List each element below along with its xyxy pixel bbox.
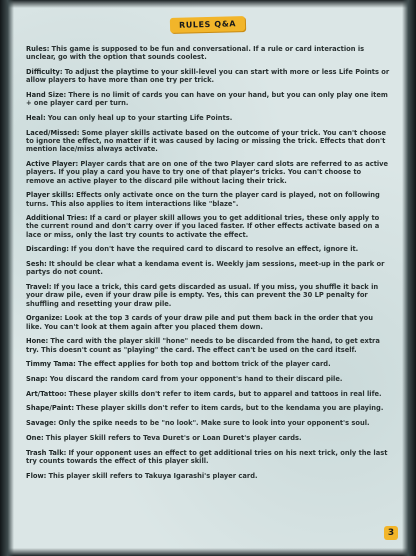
rule-entry: [26, 375, 390, 383]
rule-text: Some player skills activate based on the outcome of your trick. You can't choose to ignore the effect, no matter if it was caused by lacing or missing the trick. Effects that don't mention lace/miss always activate.: [26, 128, 386, 154]
rule-entry: [26, 434, 390, 442]
rule-entry: [26, 191, 390, 208]
rule-entry: [26, 260, 390, 277]
rule-text: To adjust the playtime to your skill-level you can start with more or less Life Points or allow players to have more than one try per trick.: [26, 67, 390, 85]
rule-text: Effects only activate once on the turn the player card is played, not on following turns. This also applies to item interactions like "blaze".: [26, 191, 380, 208]
rule-text: If you don't have the required card to discard to resolve an effect, ignore it.: [71, 245, 359, 254]
rule-label: Hand Size:: [26, 90, 67, 99]
rule-text: You can only heal up to your starting Life Points.: [47, 113, 233, 122]
page-edge-left: [0, 0, 14, 556]
rule-entry: [26, 314, 390, 331]
rule-label: Heal:: [26, 113, 46, 122]
rule-text: This player Skill refers to Teva Duret's or Loan Duret's player cards.: [45, 433, 302, 442]
rule-entry: [26, 68, 390, 85]
rule-entry: [26, 214, 390, 239]
rule-entry: [26, 45, 390, 62]
rule-entry: [26, 114, 390, 122]
rule-entry: [26, 283, 390, 308]
rule-label: Rules:: [26, 45, 50, 53]
rule-label: Discarding:: [26, 245, 69, 254]
rule-text: The effect applies for both top and bottom trick of the player card.: [78, 360, 331, 369]
rules-list: [26, 45, 390, 486]
rule-entry: [26, 245, 390, 253]
page-edge-top: [0, 0, 416, 8]
title-banner: [0, 12, 416, 32]
rule-label: Hone:: [26, 337, 49, 346]
rule-entry: [26, 337, 390, 354]
rule-label: Travel:: [26, 283, 52, 292]
page-edge-bottom: [0, 548, 416, 556]
rule-text: This player skill refers to Takuya Igarashi's player card.: [48, 471, 258, 480]
rule-label: Snap:: [26, 375, 48, 384]
rule-entry: [26, 160, 390, 185]
page-title: RULES Q&A: [170, 16, 246, 33]
rule-text: If a card or player skill allows you to get additional tries, these only apply to the current round and don't carry over if you laced faster. If other effects activate based on a lace or miss, only the last try counts to activate the effect.: [26, 214, 380, 239]
rule-text: These player skills don't refer to item cards, but to the kendama you are playing.: [76, 404, 384, 413]
rule-label: Trash Talk:: [26, 448, 67, 457]
rule-label: Shape/Paint:: [26, 404, 75, 413]
rule-label: Additional Tries:: [26, 214, 88, 223]
rule-text: There is no limit of cards you can have on your hand, but you can only play one item + one player card per turn.: [26, 90, 388, 108]
rule-text: Look at the top 3 cards of your draw pile and put them back in the order that you like. You can't look at them again after you placed them down.: [26, 314, 373, 331]
rule-label: Organize:: [26, 314, 63, 323]
rule-label: Laced/Missed:: [26, 128, 80, 137]
rule-entry: [26, 360, 390, 368]
rule-text: If you lace a trick, this card gets discarded as usual. If you miss, you shuffle it back in your draw pile, even if your draw pile is empty. Yes, this can prevent the 30 LP penalty for shuffling and resetting your draw pile.: [26, 283, 379, 308]
rule-label: Player skills:: [26, 191, 74, 200]
rule-entry: [26, 449, 390, 466]
rule-text: You discard the random card from your opponent's hand to their discard pile.: [49, 375, 343, 384]
rule-label: One:: [26, 433, 44, 442]
rule-text: This game is supposed to be fun and conversational. If a rule or card interaction is unclear, go with the option that sounds coolest.: [26, 45, 365, 62]
rule-text: It should be clear what a kendama event is. Weekly jam sessions, meet-up in the park or partys do not count.: [26, 260, 385, 277]
rule-label: Difficulty:: [26, 67, 63, 76]
rule-label: Flow:: [26, 471, 47, 480]
rule-label: Savage:: [26, 419, 57, 428]
rule-label: Art/Tattoo:: [26, 389, 67, 398]
rule-text: Player cards that are on one of the two Player card slots are referred to as active players. If you play a card you have to try one of that player's tricks. You can't choose to remove an active player to the discard pile without lacing their trick.: [26, 159, 389, 185]
rule-label: Timmy Tama:: [26, 360, 76, 369]
rule-text: If your opponent uses an effect to get additional tries on his next trick, only the last try counts towards the effect of this player skill.: [26, 448, 388, 465]
rule-text: These player skills don't refer to item cards, but to apparel and tattoos in real life.: [68, 389, 382, 398]
rule-entry: [26, 419, 390, 427]
rule-label: Active Player:: [26, 159, 79, 168]
rule-entry: [26, 91, 390, 108]
rule-entry: [26, 129, 390, 154]
page-edge-right: [402, 0, 416, 556]
rule-entry: [26, 472, 390, 480]
rule-label: Sesh:: [26, 260, 47, 269]
rule-text: Only the spike needs to be "no look". Make sure to look into your opponent's soul.: [58, 419, 370, 428]
page-number: 3: [384, 526, 398, 540]
rule-text: The card with the player skill "hone" needs to be discarded from the hand, to get extra try. This doesn't count as "playing" the card. The effect can't be used on the card itself.: [26, 337, 380, 354]
rule-entry: [26, 390, 390, 398]
rule-entry: [26, 404, 390, 412]
